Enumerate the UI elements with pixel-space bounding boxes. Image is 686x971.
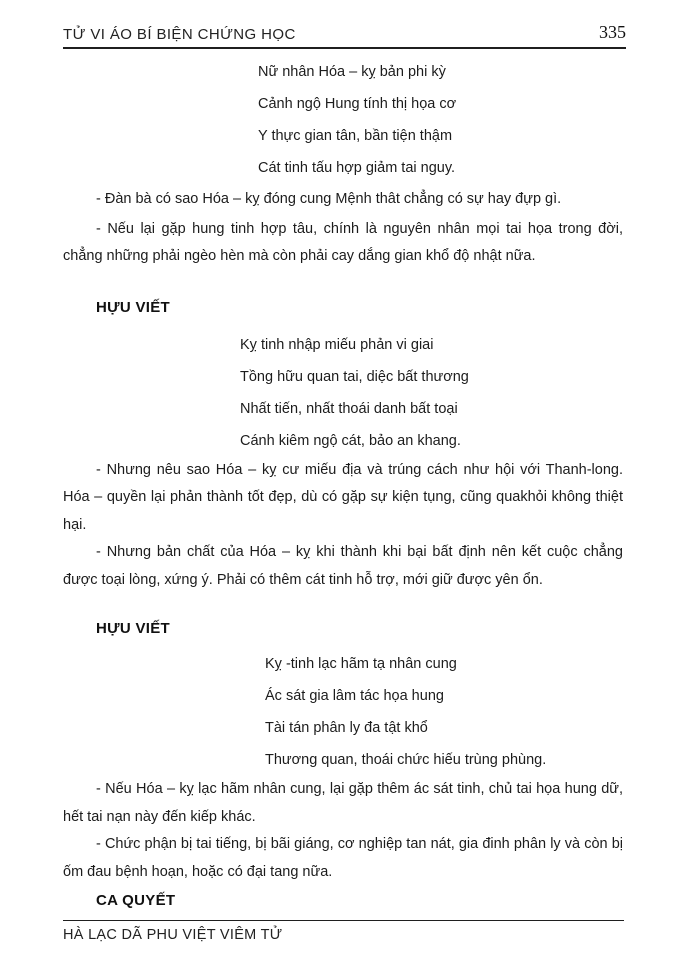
verse-line: Cát tinh tấu hợp giảm tai nguy. (258, 160, 456, 176)
section-heading-huu-viet-2: HỰU VIẾT (96, 620, 171, 637)
verse-line: Kỵ tinh nhập miếu phản vi giai (240, 336, 434, 353)
verse-line: Tài tán phân ly đa tật khổ (265, 720, 428, 736)
verse-line: Nhất tiến, nhất thoái danh bất toại (240, 400, 458, 417)
verse-line: Ác sát gia lâm tác họa hung (265, 688, 444, 704)
paragraph: - Nhưng bản chất của Hóa – kỵ khi thành khi bại bất định nên kết cuộc chẳng được toại lòng, xứng ý. Phải có thêm cát tinh hỗ trợ, mới giữ được yên ổn. (63, 544, 623, 588)
page-content (63, 52, 623, 910)
verse-group-2 (240, 329, 623, 457)
page-footer (63, 920, 624, 944)
verse-line: Kỵ -tinh lạc hãm tạ nhân cung (265, 656, 457, 672)
footer-author-text: HÀ LẠC DÃ PHU VIỆT VIÊM TỬ (63, 927, 283, 943)
paragraph: - Nếu Hóa – kỵ lạc hãm nhân cung, lại gặp thêm ác sát tinh, chủ tai họa hung dữ, hết tai nạn này đến kiếp khác. (63, 781, 623, 825)
verse-line: Y thực gian tân, bần tiện thậm (258, 128, 453, 144)
verse-group-1 (258, 56, 623, 184)
page-number: 335 (599, 22, 626, 42)
verse-line: Cánh kiêm ngộ cát, bảo an khang. (240, 432, 461, 449)
verse-group-3 (265, 648, 623, 776)
paragraph: - Nếu lại gặp hung tinh hợp tâu, chính là nguyên nhân mọi tai họa trong đời, chẳng những phải ngèo hèn mà còn phải cay dắng gian khổ độ nhật nữa. (63, 220, 623, 264)
section-heading-ca-quyet: CA QUYẾT (96, 892, 176, 909)
verse-line: Nữ nhân Hóa – kỵ bản phi kỳ (258, 64, 446, 80)
paragraph: - Chức phận bị tai tiếng, bị bãi giáng, cơ nghiệp tan nát, gia đinh phân ly và còn bị ốm đau bệnh hoạn, hoặc có đại tang nữa. (63, 836, 623, 880)
page-header (63, 22, 626, 49)
paragraph: - Đàn bà có sao Hóa – kỵ đóng cung Mệnh thât chẳng có sự hay đựp gì. (96, 191, 562, 207)
page-header-title: TỬ VI ÁO BÍ BIỆN CHỨNG HỌC (63, 26, 296, 43)
verse-line: Thương quan, thoái chức hiếu trùng phùng. (265, 752, 547, 768)
section-heading-huu-viet-1: HỰU VIẾT (96, 298, 171, 316)
verse-line: Tồng hữu quan tai, diệc bất thương (240, 368, 469, 385)
paragraph: - Nhưng nêu sao Hóa – kỵ cư miếu địa và trúng cách như hội với Thanh-long. Hóa – quyền lại phản thành tốt đẹp, dù có gặp sự kiện tụng, cũng quakhỏi không thiệt hại. (63, 461, 623, 533)
verse-line: Cảnh ngộ Hung tính thị họa cơ (258, 96, 457, 112)
